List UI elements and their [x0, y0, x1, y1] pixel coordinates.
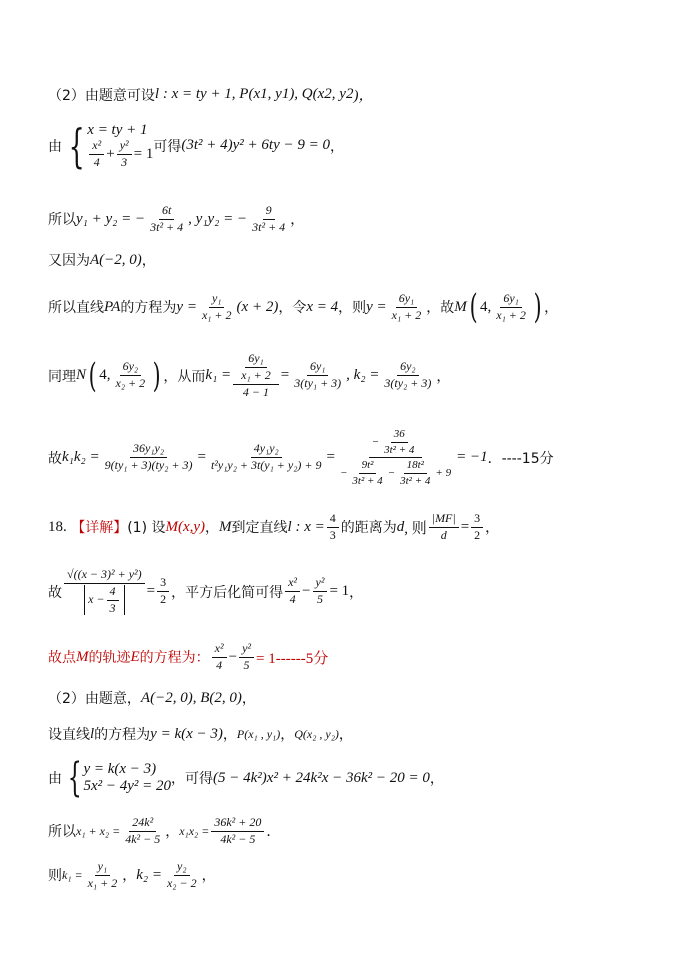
equation-system: x = ty + 1 $\frac{\text{x²}}{4}$ + $\frac{\text{y²}}{3}$ = 1 [87, 122, 154, 169]
fraction: $\frac{\text{24k²}}{\text{4k² − 5}}$ [125, 815, 161, 846]
eq-1: x = ty + 1 [87, 122, 148, 138]
text: 设直线 [48, 727, 90, 743]
text: 由 [48, 138, 62, 155]
text: ， [201, 868, 216, 885]
brace: { [68, 118, 85, 173]
math: l : x = ty + 1, P(x [154, 86, 261, 102]
line-12 [48, 724, 353, 744]
line-2 [48, 118, 344, 173]
sub: 2 [345, 86, 354, 102]
fraction: $\frac{\text{y²}}{5}$ [239, 642, 254, 673]
line-6: 同理 N ( 4, $\frac{\text{6y₂}}{\text{x₂ + 2}}$ ) ，从而 k₁ = $\frac{\frac{\text{6y₁}}{\text{x₁ + 2}}}{4 - 1}$ = $\frac{\text{6y₁}}{\text{3(ty₁ + 3)}}$ , k₂ = $\frac{\text{6y₂}}{\text{3(ty₂ + 3)}}$ ， [48, 351, 451, 399]
math: k₁ = [205, 367, 232, 384]
fraction: $\frac{|MF|}{d}$ [429, 512, 459, 543]
fraction: $\frac{\text{6y₁}}{\text{3(ty₁ + 3)}}$ [294, 359, 342, 391]
text: 所以 [48, 824, 76, 841]
math: y₁ + y₂ = − [76, 210, 146, 227]
line-1 [48, 84, 373, 105]
math: x₁x₂ = [179, 823, 210, 838]
paren: ( [88, 355, 97, 396]
text: 同理 [48, 368, 76, 385]
text: ， [165, 824, 180, 841]
line-9: 故 √((x − 3)² + y²) x − $\frac{4}{3}$ = $\frac{3}{2}$ ，平方后化简可得 $\frac{\text{x²}}{4}$ − $\frac{\text{y²}}{5}$ = 1 ， [48, 567, 364, 615]
fraction: $\frac{\text{x²}}{4}$ [212, 642, 227, 673]
fraction: $\frac{\text{36y₁y₂}}{\text{9(ty₁ + 3)(ty₂ + 3)}}$ [104, 441, 193, 473]
text: 可得 [153, 138, 182, 155]
math: x = 4 [306, 298, 339, 315]
math: 4, [99, 367, 111, 384]
text: ，则 [338, 300, 367, 316]
math: (x + 2) [236, 298, 279, 315]
math: E [130, 648, 140, 665]
line-4 [48, 250, 156, 270]
text: ， [141, 253, 156, 269]
compound-fraction: − $\frac{36}{\text{3t² + 4}}$ − $\frac{\text{9t²}}{\text{3t² + 4}}$ − $\frac{\text{18t²}}{\text{3t² + 4}}$ + 9 [339, 428, 452, 487]
text: ， [290, 212, 305, 229]
eq-1: y = k(x − 3) [83, 761, 157, 777]
math: l [90, 725, 95, 742]
paren: ) [533, 287, 542, 327]
line-3 [48, 204, 304, 235]
line-8: 18. 【详解】 (1) 设 M(x,y) ， M 到定直线 l : x = $\frac{4}{3}$ 的距离为 d , 则 $\frac{|MF|}{d}$ = $\frac{3}{2}$ ， [48, 511, 500, 542]
math: k₁ = [62, 867, 83, 882]
equation-system [83, 761, 171, 795]
text: 则 [48, 868, 62, 885]
text: 所以直线 [48, 300, 104, 316]
score-mark: ．----15分 [487, 450, 554, 467]
math: k₂ = [136, 866, 162, 883]
text: ， [329, 138, 344, 155]
text: ， [222, 727, 237, 743]
math: A(−2, 0) [90, 251, 142, 268]
text: ，可得 [171, 771, 214, 787]
math: y = [366, 298, 387, 315]
text: 的轨迹 [88, 650, 131, 667]
text: ． [266, 824, 281, 841]
fraction: $\frac{\text{4y₁y₂}}{\text{t²y₁y₂ + 3t(y₁ + y₂) + 9}}$ [210, 441, 322, 473]
math: , y [331, 86, 346, 102]
line-14 [48, 816, 280, 847]
math: (3t² + 4)y² + 6ty − 9 = 0 [181, 137, 330, 154]
text: ， [205, 520, 220, 537]
text: ， [485, 520, 500, 537]
math: N [76, 367, 87, 384]
math: , k₂ = [346, 367, 380, 384]
text: ，故 [426, 300, 455, 316]
text: ， [429, 771, 444, 787]
text: (1) 设 [127, 520, 166, 537]
line-5 [48, 287, 559, 327]
math: ), Q(x [289, 86, 325, 102]
text: ， [436, 368, 451, 385]
math: PA [104, 298, 121, 315]
sub: 1 [281, 86, 290, 102]
fraction: $\frac{\text{y₁}}{\text{x₁ + 2}}$ [87, 859, 118, 890]
fraction: $\frac{\text{6y₁}}{\text{x₁ + 2}}$ [496, 290, 526, 322]
text: 由 [48, 771, 62, 787]
math: y = [176, 298, 197, 315]
line-7: 故 k₁k₂ = $\frac{\text{36y₁y₂}}{\text{9(ty₁ + 3)(ty₂ + 3)}}$ = $\frac{\text{4y₁y₂}}{\text{t²y₁y₂ + 3t(y₁ + y₂) + 9}}$ = − $\frac{36}{\text{3t² + 4}}$ − $\frac{\text{9t²}}{\text{3t² + 4}}$ − $\frac{\text{18t²}}{\text{3t² + 4}}$ + 9 = −1 ．----15分 [48, 428, 554, 487]
text: 的方程为 [120, 300, 177, 316]
math: d [396, 518, 405, 535]
math: 4, [480, 298, 492, 315]
fraction: $\frac{\text{x²}}{4}$ [89, 139, 104, 170]
fraction: $\frac{3}{2}$ [157, 576, 169, 607]
math: M [76, 648, 89, 665]
math: M [454, 298, 467, 315]
fraction: $\frac{\text{y²}}{3}$ [117, 139, 132, 170]
math: , y [267, 86, 282, 102]
score-mark: = 1------5分 [256, 650, 329, 667]
eq-2: 5x² − 4y² = 20 [83, 778, 172, 794]
math: x₁ + x₂ = [76, 823, 121, 838]
fraction: $\frac{\text{y₁}}{\text{x₁ + 2}}$ [201, 290, 232, 322]
math: )， [353, 88, 374, 104]
math: l : x = [287, 518, 325, 535]
sub: 1 [260, 86, 268, 102]
fraction: $\frac{4}{3}$ [327, 512, 339, 543]
text: （2）由题意， [48, 691, 141, 707]
text: ， [280, 727, 295, 743]
fraction: $\frac{\text{6y₂}}{\text{x₂ + 2}}$ [115, 359, 146, 391]
text: 所以 [48, 212, 76, 229]
math: Q(x₂ , y₂) [294, 726, 339, 741]
fraction: $\frac{6t}{\text{3t² + 4}}$ [150, 203, 184, 234]
brace: { [67, 755, 82, 801]
math: M [219, 518, 232, 535]
math: k₁k₂ = [62, 449, 100, 466]
math: , y₁y₂ = − [188, 210, 248, 227]
text: 到定直线 [231, 520, 288, 537]
line-13 [48, 755, 444, 801]
text: ， [349, 584, 364, 601]
fraction: $\frac{3}{2}$ [471, 512, 483, 543]
text: ， [338, 727, 353, 743]
math: M(x,y) [165, 518, 206, 535]
line-10: 故点 M 的轨迹 E 的方程为： $\frac{\text{x²}}{4}$ − $\frac{\text{y²}}{5}$ = 1------5分 [48, 641, 329, 672]
math: A(−2, 0), B(2, 0) [140, 689, 242, 706]
fraction: $\frac{9}{\text{3t² + 4}}$ [252, 203, 286, 234]
paren: ( [469, 287, 478, 327]
text: ，令 [278, 300, 307, 316]
question-number: 18. [48, 518, 67, 535]
math: y = k(x − 3) [150, 725, 223, 742]
line-15 [48, 860, 216, 891]
text: 故点 [48, 650, 76, 667]
fraction: $\frac{\text{y₂}}{\text{x₂ − 2}}$ [166, 859, 197, 890]
math: P(x₁ , y₁) [236, 726, 281, 741]
text: ，平方后化简可得 [171, 584, 284, 601]
text: 又因为 [48, 253, 90, 269]
text: 故 [48, 450, 62, 467]
text: 故 [48, 584, 62, 601]
nested-fraction: $\frac{\frac{\text{6y₁}}{\text{x₁ + 2}}}{4 - 1}$ [233, 352, 279, 399]
detail-tag: 【详解】 [71, 520, 128, 537]
text: ， [241, 691, 256, 707]
fraction: $\frac{\text{6y₂}}{\text{3(ty₂ + 3)}}$ [384, 359, 432, 391]
text: 的距离为 [340, 520, 397, 537]
paren: ) [152, 355, 161, 396]
fraction: $\frac{\text{36k² + 20}}{\text{4k² − 5}}$ [211, 816, 264, 847]
fraction: $\frac{\text{x²}}{4}$ [285, 576, 300, 607]
fraction: $\frac{\text{6y₁}}{\text{x₁ + 2}}$ [391, 290, 422, 322]
text: ， [122, 868, 137, 885]
sub: 2 [324, 86, 332, 102]
text: （2）由题意可设 [48, 87, 155, 104]
fraction: √((x − 3)² + y²) x − $\frac{4}{3}$ [64, 568, 145, 615]
math: = −1 [456, 449, 488, 466]
text: ，从而 [163, 368, 206, 385]
text: 的方程为： [139, 650, 210, 667]
text: ， [544, 300, 559, 316]
fraction: $\frac{\text{y²}}{5}$ [313, 576, 328, 607]
text: 的方程为 [94, 727, 151, 743]
line-11 [48, 688, 256, 708]
math: (5 − 4k²)x² + 24k²x − 36k² − 20 = 0 [213, 769, 430, 786]
